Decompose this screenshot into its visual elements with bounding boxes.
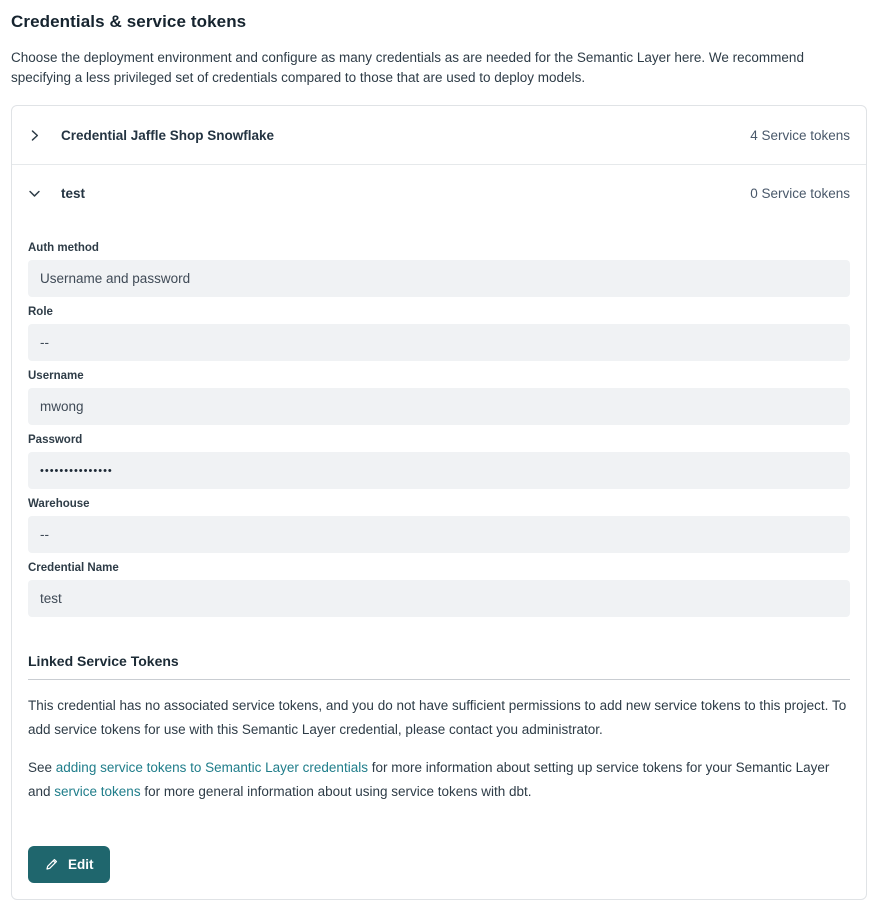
tokens-help-text: [28, 756, 848, 804]
page-description: Choose the deployment environment and configure as many credentials as are needed for the Semantic Layer here. We recommend specifying a less privileged set of credentials compared to those that are used to deploy models.: [11, 50, 804, 85]
field-credential-name: [28, 562, 850, 617]
pencil-icon: [44, 857, 59, 872]
linked-service-tokens-section: [28, 653, 850, 804]
help-text-prefix: See: [28, 760, 56, 775]
auth-method-value: Username and password: [28, 260, 850, 297]
service-tokens-count: 4 Service tokens: [750, 127, 850, 143]
help-text-suffix: for more general information about using service tokens with dbt.: [140, 784, 532, 799]
linked-service-tokens-heading: Linked Service Tokens: [28, 653, 850, 680]
edit-button[interactable]: [28, 846, 110, 883]
credential-name-label: test: [61, 186, 86, 201]
field-warehouse: [28, 498, 850, 553]
field-label: Role: [28, 306, 53, 318]
password-value-masked: •••••••••••••••: [28, 452, 850, 489]
credential-detail-panel: [12, 222, 866, 899]
credential-row-test[interactable]: [12, 164, 866, 222]
field-role: [28, 306, 850, 361]
credential-name-label: Credential Jaffle Shop Snowflake: [61, 127, 275, 143]
field-password: [28, 434, 850, 489]
edit-button-label: Edit: [68, 857, 94, 872]
field-auth-method: [28, 242, 850, 297]
field-label: Username: [28, 370, 84, 382]
field-username: [28, 370, 850, 425]
chevron-right-icon: [28, 129, 41, 142]
role-value: --: [28, 324, 850, 361]
field-label: Auth method: [28, 242, 99, 254]
link-service-tokens[interactable]: service tokens: [54, 784, 141, 799]
chevron-down-icon: [28, 187, 41, 200]
field-label: Password: [28, 434, 83, 446]
warehouse-value: --: [28, 516, 850, 553]
username-value: mwong: [28, 388, 850, 425]
page-title: Credentials & service tokens: [11, 12, 247, 31]
no-tokens-message: This credential has no associated service tokens, and you do not have sufficient permissions to add new service tokens to this project. To add service tokens for use with this Semantic Layer credential, please contact you administrator.: [28, 698, 847, 737]
credential-name-value: test: [28, 580, 850, 617]
credential-row-jaffle-shop[interactable]: [12, 106, 866, 164]
link-adding-service-tokens[interactable]: adding service tokens to Semantic Layer credentials: [55, 760, 368, 775]
help-text-middle: for more information about setting up service tokens for your Semantic Layer and: [28, 760, 830, 799]
field-label: Credential Name: [28, 562, 119, 574]
credentials-card: [11, 105, 867, 900]
service-tokens-count: 0 Service tokens: [750, 186, 850, 201]
field-label: Warehouse: [28, 498, 90, 510]
